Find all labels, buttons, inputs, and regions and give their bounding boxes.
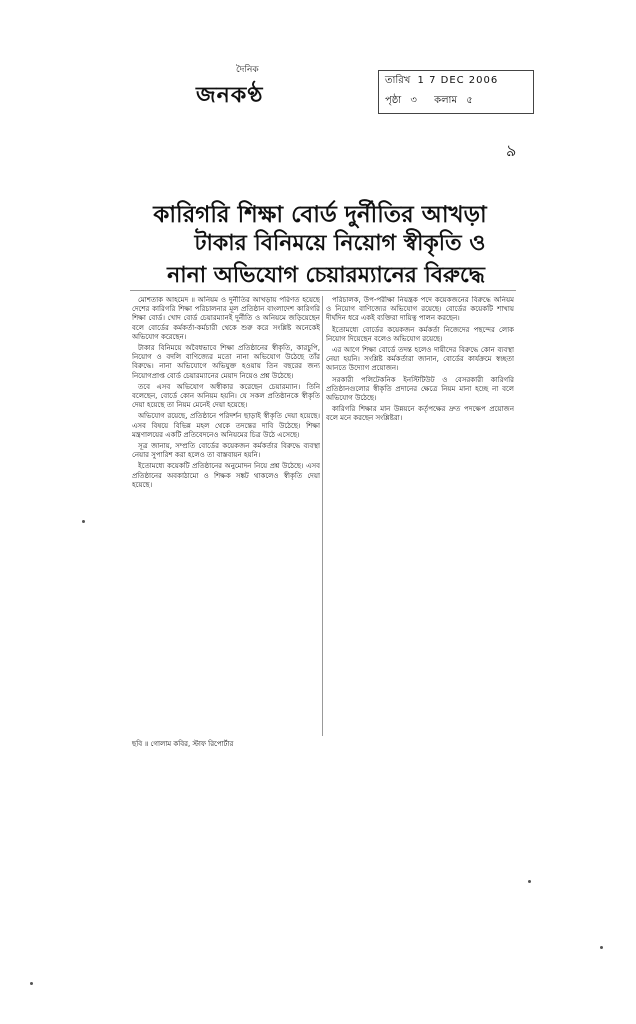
stamp-page-value: ৩ [410, 95, 417, 106]
stamp-column-label: কলাম [434, 95, 457, 106]
article-paragraph: অভিযোগ রয়েছে, প্রতিষ্ঠানে পরিদর্শন ছাড়াই স্বীকৃতি দেয়া হয়েছে। এসব বিষয়ে বিভিন্ন মহল থেকে তদন্তের দাবি উঠেছে। শিক্ষা মন্ত্রণালয়ের একটি প্রতিবেদনেও অনিয়মের চিত্র উঠে এসেছে। [132, 412, 320, 439]
article-paragraph: কারিগরি শিক্ষার মান উন্নয়নে কর্তৃপক্ষের দ্রুত পদক্ষেপ প্রয়োজন বলে মনে করছেন সংশ্লিষ্টরা। [326, 405, 514, 423]
page-number-mark: ৯ [506, 141, 517, 160]
headline-line-3: নানা অভিযোগ চেয়ারম্যানের বিরুদ্ধে [167, 263, 485, 288]
scan-speck [600, 946, 603, 949]
headline-line-2: টাকার বিনিময়ে নিয়োগ স্বীকৃতি ও [194, 231, 486, 256]
article-paragraph: ইতোমধ্যে কয়েকটি প্রতিষ্ঠানের অনুমোদন নিয়ে প্রশ্ন উঠেছে। এসব প্রতিষ্ঠানের অবকাঠামো ও শিক্ষক সঙ্কট থাকলেও স্বীকৃতি দেয়া হয়েছে। [132, 462, 320, 489]
headline-divider [130, 290, 516, 291]
stamp-date-value: 1 7 DEC 2006 [417, 75, 499, 86]
article-paragraph: ইতোমধ্যে বোর্ডের কয়েকজন কর্মকর্তা নিজেদের পছন্দের লোক নিয়োগ দিয়েছেন বলেও অভিযোগ রয়েছে। [326, 325, 514, 343]
article-column-left [132, 296, 320, 736]
stamp-page-label: পৃষ্ঠা [385, 95, 402, 106]
scan-speck [528, 880, 531, 883]
scan-speck [82, 520, 85, 523]
article-byline: ছবি ॥ গোলাম কবির, স্টাফ রিপোর্টার [132, 740, 234, 748]
article-paragraph: তবে এসব অভিযোগ অস্বীকার করেছেন চেয়ারম্যান। তিনি বলেছেন, বোর্ডে কোন অনিয়ম হয়নি। যে সকল প্রতিষ্ঠানকে স্বীকৃতি দেয়া হয়েছে তা নিয়ম মেনেই দেয়া হয়েছে। [132, 382, 320, 410]
stamp-date-row [385, 71, 533, 91]
article-paragraph: সরকারী পলিটেকনিক ইনস্টিটিউট ও বেসরকারী কারিগরি প্রতিষ্ঠানগুলোর স্বীকৃতি প্রদানের ক্ষেত্রে নিয়ম মানা হচ্ছে না বলে অভিযোগ উঠেছে। [326, 375, 514, 403]
stamp-page-row [385, 91, 533, 111]
clipping-stamp [378, 70, 534, 114]
stamp-column-value: ৫ [466, 95, 473, 106]
article-paragraph: মোশতাক আহমেদ ॥ অনিয়ম ও দুর্নীতির আখড়ায় পরিণত হয়েছে দেশের কারিগরি শিক্ষা পরিচালনার মূল প্রতিষ্ঠান বাংলাদেশ কারিগরি শিক্ষা বোর্ড। খোদ বোর্ড চেয়ারম্যানই দুর্নীতি ও অনিয়মে জড়িয়েছেন বলে বোর্ডের কর্মকর্তা-কর্মচারী থেকে শুরু করে সংশ্লিষ্ট অনেকেই অভিযোগ করেছেন। [132, 296, 320, 341]
headline-line-1: কারিগরি শিক্ষা বোর্ড দুর্নীতির আখড়া [153, 202, 487, 228]
article-paragraph: সূত্র জানায়, সম্প্রতি বোর্ডের কয়েকজন কর্মকর্তার বিরুদ্ধে ব্যবস্থা নেয়ার সুপারিশ করা হলেও তা বাস্তবায়ন হয়নি। [132, 442, 320, 460]
column-divider [322, 296, 323, 736]
article-paragraph: এর আগে শিক্ষা বোর্ডে তদন্ত হলেও দায়ীদের বিরুদ্ধে কোন ব্যবস্থা নেয়া হয়নি। সংশ্লিষ্ট কর্মকর্তারা জানান, বোর্ডের কার্যক্রমে স্বচ্ছতা আনতে উদ্যোগ প্রয়োজন। [326, 346, 514, 373]
article-column-right [326, 296, 514, 706]
article-paragraph: পরিচালক, উপ-পরীক্ষা নিয়ন্ত্রক পদে কয়েকজনের বিরুদ্ধে অনিয়ম ও নিয়োগ বাণিজ্যের অভিযোগ রয়েছে। বোর্ডের কয়েকটি শাখায় দীর্ঘদিন ধরে একই ব্যক্তিরা দায়িত্ব পালন করছেন। [326, 296, 514, 323]
stamp-date-label: তারিখ [385, 75, 411, 86]
newspaper-masthead: জনকণ্ঠ [196, 83, 264, 108]
masthead-label: দৈনিক [236, 65, 259, 75]
scan-speck [30, 982, 33, 985]
article-paragraph: টাকার বিনিময়ে অবৈধভাবে শিক্ষা প্রতিষ্ঠানের স্বীকৃতি, কারচুপি, নিয়োগ ও বদলি বাণিজ্যের মতো নানা অভিযোগ উঠেছে তাঁর বিরুদ্ধে। নানা অভিযোগে অভিযুক্ত হওয়ায় তিন বছরের জন্য নিয়োগপ্রাপ্ত বোর্ড চেয়ারম্যানের মেয়াদ নিয়েও প্রশ্ন উঠেছে। [132, 344, 320, 380]
